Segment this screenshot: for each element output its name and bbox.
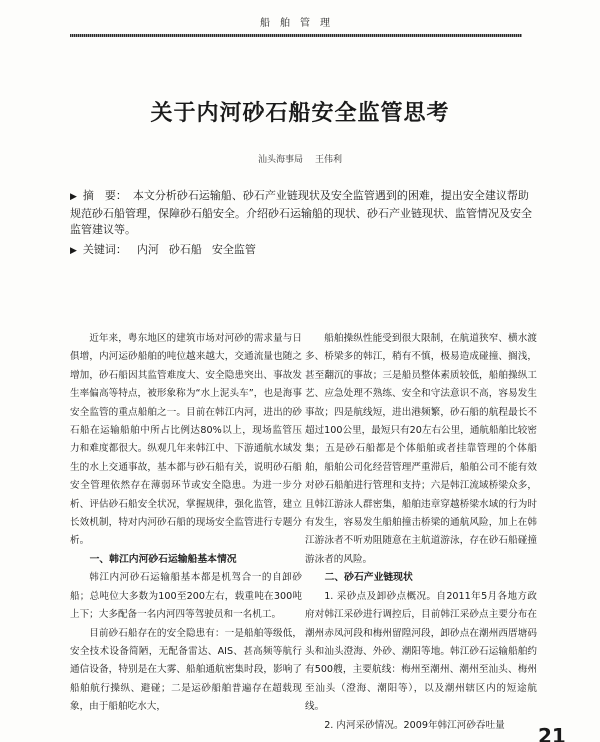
body-paragraph: 船舶操纵性能受到很大限制，在航道狭窄、横水渡多、桥梁多的韩江，稍有不慎，极易造成碰撞、搁浅，甚至翻沉的事故；三是船员整体素质较低，船舶操纵工艺、应急处理不熟练、安全和守法意识不高，容易发生事故；四是航线短，进出港频繁，砂石船的航程最长不超过100公里，最短只有20左右公里，通航船舶比较密集；五是砂石船都是个体船舶或者挂靠管理的个体船舶，船舶公司化经营管理严重滞后，船舶公司不能有效对砂石船舶进行管理和支持；六是韩江流域桥梁众多，且韩江游泳人群密集，船舶违章穿越桥梁水域的行为时有发生，容易发生船舶撞击桥梁的通航风险，加上在韩江游泳者不听劝阻随意在主航道游泳，存在砂石船碰撞游泳者的风险。 [305, 333, 537, 565]
body-column-left [70, 330, 302, 717]
body-paragraph: 目前砂石船存在的安全隐患有：一是船舶等级低，安全技术设备简陋，无配备雷达、AIS、甚高频等航行通信设备，特别是在大雾、船舶通航密集时段，影响了船舶航行操纵、避碰；二是运砂船舶普遍存在超载现象，由于船舶吃水大， [70, 627, 302, 713]
body-paragraph: 近年来，粤东地区的建筑市场对河砂的需求量与日俱增，内河运砂船舶的吨位越来越大，交通流量也随之增加，砂石船因其监管难度大、安全隐患突出、事故发生率偏高等特点，被形象称为“水上泥头车”，也是海事安全监管的重点船舶之一。目前在韩江内河，进出的砂石船在运输船舶中所占比例达80%以上，现场监管压力和难度都很大。纵观几年来韩江中、下游通航水域发生的水上交通事故，基本都与砂石船有关，说明砂石船安全管理依然存在薄弱环节或安全隐患。为进一步分析、评估砂石船安全状况，掌握规律，强化监管，建立长效机制，特对内河砂石船的现场安全监管进行专题分析。 [70, 333, 302, 547]
body-paragraph: 1. 采砂点及卸砂点概况。自2011年5月各地方政府对韩江采砂进行调控后，目前韩江采砂点主要分布在潮州赤凤河段和梅州留隍河段，卸砂点在潮州西厝塘码头和汕头澄海、外砂、潮阳等地。韩江砂石运输船舶约有500艘，主要航线：梅州至潮州、潮州至汕头、梅州至汕头（澄海、潮阳等），以及潮州辖区内的短途航线。 [305, 590, 537, 713]
abstract-block [70, 188, 532, 259]
byline [0, 152, 600, 165]
header-rule [70, 34, 522, 37]
abstract-label: 摘 要： [82, 189, 127, 202]
author-name: 王伟利 [314, 155, 342, 165]
keyword: 安全监管 [211, 242, 256, 256]
page-number: 21 [538, 724, 566, 742]
triangle-bullet-icon: ▶ [70, 245, 77, 256]
article-title: 关于内河砂石船安全监管思考 [150, 101, 450, 126]
body-column-right [305, 330, 537, 735]
section-heading: 一、韩江内河砂石运输船基本情况 [89, 553, 237, 565]
section-heading: 二、砂石产业链现状 [324, 572, 413, 584]
keyword: 内河 [136, 242, 159, 256]
triangle-bullet-icon: ▶ [70, 192, 77, 202]
body-paragraph: 韩江内河砂石运输船基本都是机驾合一的自卸砂船；总吨位大多数为100至200左右，载重吨在300吨上下；大多配备一名内河四等驾驶员和一名机工。 [70, 572, 302, 621]
running-header: 船舶管理 [260, 18, 340, 29]
keywords-label: 关键词： [82, 242, 127, 256]
abstract-paragraph [70, 188, 532, 239]
author-organization: 汕头海事局 [258, 155, 304, 165]
body-paragraph: 2. 内河采砂情况。2009年韩江河砂吞吐量 [324, 719, 505, 731]
keyword: 砂石船 [168, 242, 202, 256]
keywords-line [70, 242, 532, 260]
abstract-text: 本文分析砂石运输船、砂石产业链现状及安全监管遇到的困难，提出安全建议帮助规范砂石船管理，保障砂石船安全。介绍砂石运输船的现状、砂石产业链现状、监管情况及安全监管建议等。 [70, 189, 532, 236]
